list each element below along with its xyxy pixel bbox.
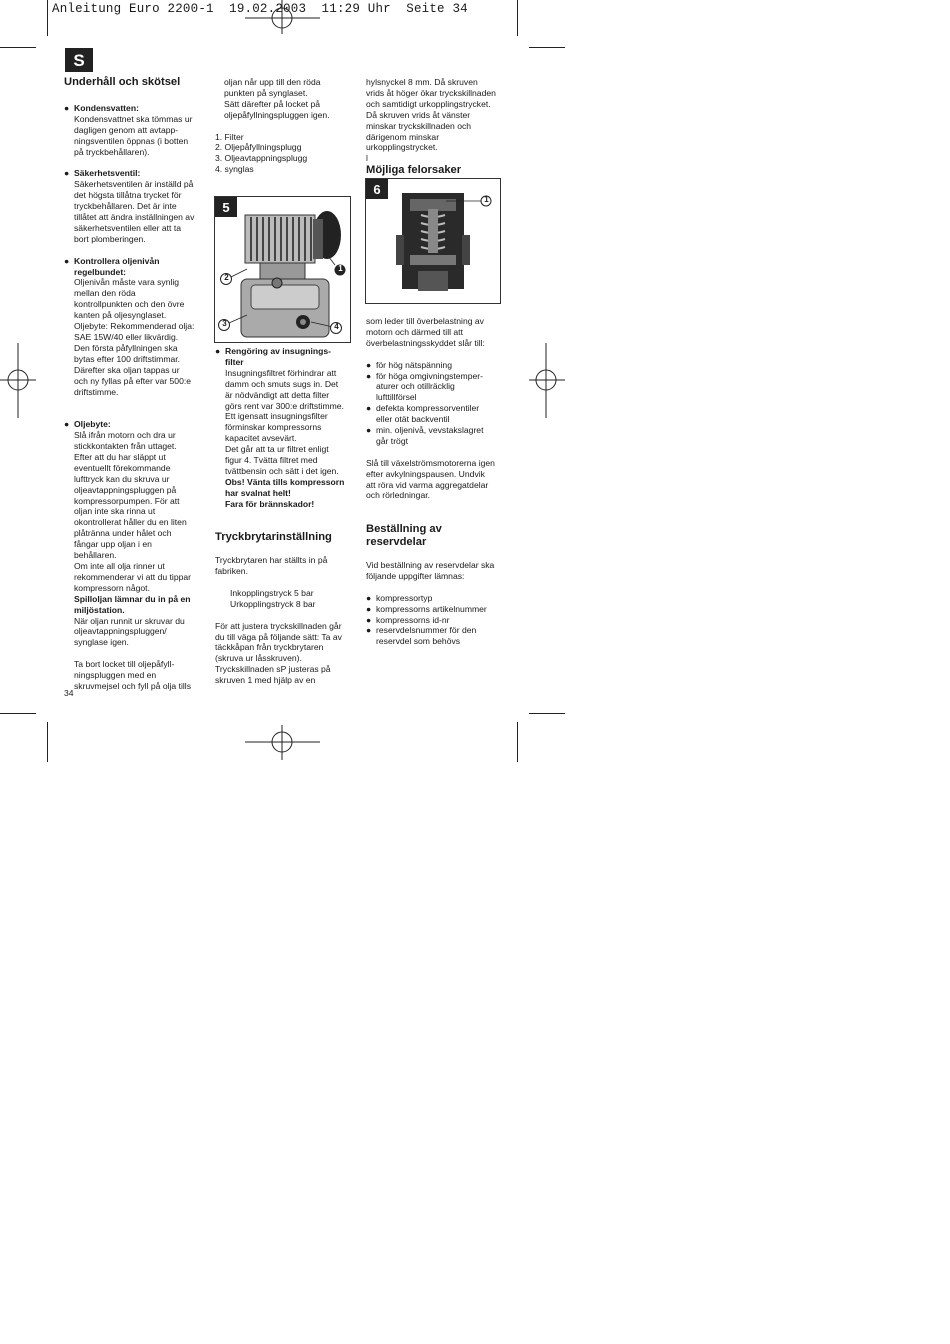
item-heading: Säkerhetsventil: [74,168,141,179]
text-line: minskar tryckskillnaden och [366,120,472,131]
list-item [64,419,206,648]
text-line: Den första påfyllningen ska [74,342,178,353]
text-line: Säkerhetsventilen är inställd på [74,179,194,190]
text-line: kompressorpumpen. För att [74,495,180,506]
text-line: görs rent var 300:e driftstimme. [225,400,344,411]
text-line: kapacitet avsevärt. [225,433,297,444]
bullet-icon: ● [64,168,70,179]
item-heading: filter [225,356,244,367]
text-line: kontrollpunkten och den övre [74,299,185,310]
text-line: bytas efter 100 driftstimmar. [74,353,181,364]
text-line: behållaren. [74,550,117,561]
text-line: ● kompressorns id-nr [376,614,450,625]
bullet-icon: ● [64,103,70,113]
bullet-icon: ● [215,346,221,356]
text-line: kanten på oljesynglaset. [74,310,167,321]
text-line: dagligen genom att avtapp- [74,124,179,135]
list-item [366,360,508,371]
text-line: hylsnyckel 8 mm. Då skruven [366,77,478,87]
text-line: oljepåfyllningspluggen igen. [224,109,330,120]
text-line: rekommenderar vi att du tippar [74,571,192,582]
section-title: Möjliga felorsaker [366,164,462,177]
list-item [366,593,508,604]
text-line: För att justera tryckskillnaden går [215,620,342,631]
parts-list-item: 2. Oljepåfyllningsplugg [215,142,302,153]
callout-label: 1 [484,195,489,204]
callout-label: 2 [224,273,229,282]
parts-list-item: 4. synglas [215,164,254,175]
text-line: Det går att ta ur filtret enligt [225,444,329,455]
text-line: Ett igensatt insugningsfilter [225,411,328,422]
text-line: tillåtet att ändra inställningen av [74,212,195,223]
text-line: kompressorn något. [74,582,150,593]
text-line: urkopplingstrycket. [366,142,438,153]
item-heading: Kondensvatten: [74,103,139,113]
parts-list-item: 3. Oljeavtappningsplugg [215,153,308,164]
list-item [366,625,508,647]
list-item [366,403,508,425]
text-line: skruvmejsel och fyll på olja tills [74,680,192,691]
text-line: ● reservdelsnummer för den [376,625,477,636]
text-line: täckkåpan från tryckbrytaren [215,642,324,653]
text-line: SAE 15W/40 eller likvärdig. [74,332,179,342]
figure-6 [365,178,501,304]
text-line: Oljenivån måste vara synlig [74,277,180,288]
paragraph [215,77,357,121]
parts-list-item: 1. Filter [215,131,244,142]
text-line: ● defekta kompressorventiler [376,403,480,414]
text-line: det högsta tillåtna trycket för [74,190,182,201]
item-heading: Kontrollera oljenivån [74,255,160,266]
figure-number: 5 [215,197,237,217]
section-title: Beställning av [366,523,442,536]
warning-line: Obs! Vänta tills kompressorn [225,476,345,487]
text-line: Därefter ska oljan tappas ur [74,364,180,375]
text-line: ● för hög nätspänning [376,359,452,370]
text-line: (skruva ur låsskruven). [215,653,302,664]
figure-5 [214,196,351,343]
text-line: mellan den röda [74,288,136,299]
warning-line: Spilloljan lämnar du in på en [74,593,191,604]
text-line: motorn och därmed till att [366,326,463,337]
text-line: punkten på synglaset. [224,87,308,98]
column-3 [366,77,508,177]
list-item [64,168,206,244]
text-line: lufttillförsel [376,392,417,403]
text-line: därigenom minskar [366,131,440,142]
warning-line: miljöstation. [74,604,125,615]
text-line: När oljan runnit ur skruvar du [74,615,185,626]
text-line: stickkontakten från uttaget. [74,441,177,452]
text-line: som leder till överbelastning av [366,316,484,326]
text-line: oljan inte ska rinna ut [74,506,156,517]
text-line: bort plomberingen. [74,233,146,244]
text-line: plåtränna under hålet och [74,528,172,539]
section-title: reservdelar [366,536,427,549]
text-line: ● kompressorns artikelnummer [376,603,487,614]
text-line: Slå till växelströmsmotorerna igen [366,457,495,468]
text-line: vrids åt höger ökar tryckskillnaden [366,87,496,98]
text-line: på tryckbehållaren). [74,146,150,157]
list-item [64,103,206,158]
bullet-icon: ● [64,255,70,266]
text-line: Efter att du har släppt ut [74,451,166,462]
text-line: Tryckbrytaren har ställts in på [215,555,328,566]
section-title: Tryckbrytarinställning [215,531,332,544]
text-line: att röra vid varma aggregatdelar [366,479,489,490]
text-line: Kondensvattnet ska tömmas ur [74,113,193,124]
text-line: reservdel som behövs [376,636,461,647]
text-line: Då skruven vrids åt vänster [366,109,471,120]
pressure-value: Urkopplingstryck 8 bar [230,598,316,609]
text-line: eller otät backventil [376,414,450,425]
text-line: l [366,153,368,164]
paragraph [64,659,206,692]
text-line: Insugningsfiltret förhindrar att [225,367,337,378]
text-line: följande uppgifter lämnas: [366,570,465,581]
text-line: du till väga på följande sätt: Ta av [215,631,342,642]
text-line: går trögt [376,435,409,446]
text-line: damm och smuts sugs in. Det [225,378,339,389]
text-line: ● min. oljenivå, vevstakslagret [376,425,484,436]
text-line: Om inte all olja rinner ut [74,561,165,571]
text-line: lufttryck kan du skruva ur [74,473,170,484]
language-tab: S [65,48,93,72]
text-line: Slå ifrån motorn och dra ur [74,430,176,441]
callout-label: 4 [334,322,339,331]
order-info-list [366,593,508,648]
text-line: och rörledningar. [366,490,431,501]
text-line: eventuellt förekommande [74,462,171,473]
text-line: Tryckskillnaden sP justeras på [215,664,331,675]
callout-label: 1 [338,264,343,273]
text-line: överbelastningsskyddet slår till: [366,337,485,348]
text-line: oljeavtappningspluggen på [74,484,177,495]
text-line: Sätt därefter på locket på [224,98,321,109]
section-title: Underhåll och skötsel [64,76,181,88]
list-item [64,256,206,398]
cause-list [366,360,508,447]
column-2 [215,77,357,175]
callout-label: 3 [222,319,227,328]
item-heading: Oljebyte: [74,419,111,430]
text-line: ningspluggen med en [74,670,157,681]
list-item [366,615,508,626]
text-line: Vid beställning av reservdelar ska [366,560,495,571]
callout-circle-icon [215,197,350,342]
text-line: Ta bort locket till oljepåfyll- [74,659,175,670]
text-line: fångar upp oljan i en [74,539,152,550]
column-3-lower [366,316,508,647]
text-line: figur 4. Tvätta filtret med [225,455,318,466]
text-line: aturer och otillräcklig [376,381,455,392]
column-2-lower [215,346,357,686]
text-line: ningsventilen öppnas (i botten [74,135,189,146]
list-item [366,371,508,404]
item-heading: regelbundet: [74,266,127,277]
list-item [366,604,508,615]
list-item [366,425,508,447]
pressure-value: Inkopplingstryck 5 bar [230,587,314,598]
text-line: ● för höga omgivningstemper- [376,370,483,381]
text-line: synglase igen. [74,637,129,648]
text-line: driftstimme. [74,386,119,397]
item-heading: Rengöring av insugnings- [225,346,331,356]
text-line: förminskar kompressorns [225,422,322,433]
text-line: oljeavtappningspluggen/ [74,626,167,637]
text-line: och ny fyllas på efter var 500:e [74,375,192,386]
bullet-icon: ● [64,419,70,430]
text-line: och samtidigt urkopplingstrycket. [366,98,491,109]
text-line: tvättbensin och sätt i det igen. [225,465,339,476]
text-line: okontrollerat håller du en liten [74,517,187,528]
text-line: skruven 1 med hjälp av en [215,675,316,686]
list-item [215,346,357,510]
text-line: Oljebyte: Rekommenderad olja: [74,321,195,332]
text-line: oljan når upp till den röda [224,77,321,87]
warning-line: har svalnat helt! [225,487,291,498]
callout-circle-icon [366,179,500,303]
text-line: fabriken. [215,566,248,577]
figure-number: 6 [366,179,388,199]
text-line: tryckbehållaren. Det är inte [74,201,177,212]
text-line: säkerhetsventilen eller att ta [74,222,182,233]
text-line: ● kompressortyp [376,592,433,603]
text-line: är nödvändigt att detta filter [225,389,330,400]
print-header: Anleitung Euro 2200-1 19.02.2003 11:29 Uhr Seite 34 [52,2,468,16]
column-1 [64,76,206,692]
page-number: 34 [64,688,74,698]
text-line: efter avkylningspausen. Undvik [366,468,485,479]
warning-line: Fara för brännskador! [225,498,315,509]
